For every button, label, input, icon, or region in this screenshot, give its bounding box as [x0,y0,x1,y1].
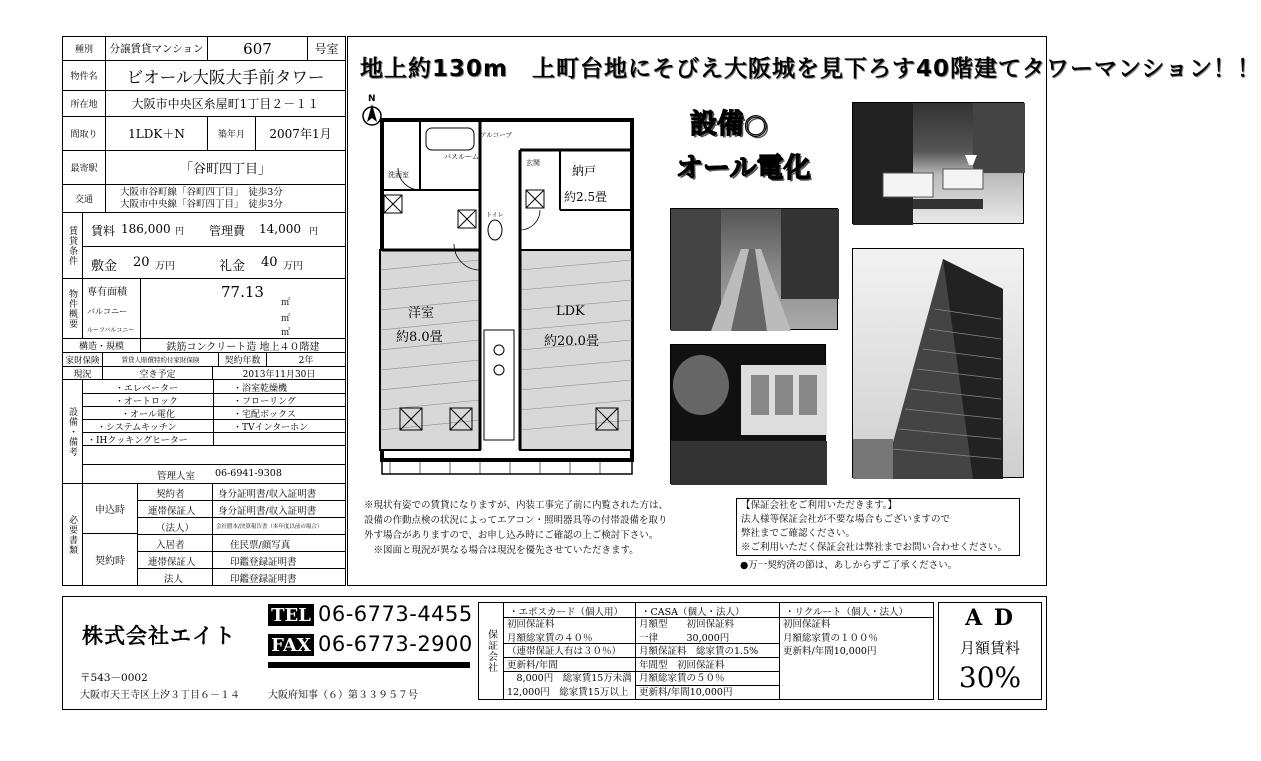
property-table [62,36,346,586]
deposit-value: 20 [133,255,150,270]
type-value: 分譲賃貸マンション [106,37,208,60]
doc-who-4: 連帯保証人 [148,557,196,568]
ad-title: A D [965,605,1015,631]
epos-line-2: （連帯保証人有は３０％） [507,646,622,657]
note-line-2: 外す場合がありますので、お申し込み時にご確認の上ご検討下さい。 [364,530,659,541]
facility-bath-dryer: ・浴室乾燥機 [233,384,288,394]
station-value: 「谷町四丁目」 [179,162,271,177]
insurance-value: 賃貸人賠償特約付家財保険 [103,353,219,366]
contract-time-label: 契約時 [83,534,138,585]
headline: 地上約130m 上町台地にそびえ大阪城を見下ろす40階建てタワーマンション！！ [360,56,1261,82]
epos-line-3: 更新料/年間 [507,659,558,671]
row-rent [63,213,345,279]
area-value: 77.13 [221,283,264,301]
row-station [63,151,345,185]
walkway-photo-drawing [671,209,839,331]
doc-what-2: 会社謄本/決算報告書（本年度以前の場合） [216,524,323,530]
guarantee-note-2: 弊社までご確認ください。 [741,528,856,539]
rent-yen: 円 [175,227,185,237]
doc-who-3: 入居者 [156,540,185,551]
recruit-line-2: 更新料/年間10,000円 [783,646,877,657]
ad-subtitle: 月額賃料 [959,639,1020,657]
casa-line-2: 月額保証料 総家賃の1.5% [639,646,759,657]
recruit-lines [783,618,878,659]
ad-box [938,602,1042,700]
casa-line-3: 年間型 初回保証料 [639,659,725,671]
floor-plan [360,90,660,480]
tel-badge: TEL [268,604,314,626]
epos-title: ・エポスカード（個人用） [509,607,624,618]
transit-lines [106,185,345,212]
epos-line-5: 12,000円 総家賃15万以上 [507,686,629,698]
doc-what-0: 身分証明書/収入証明書 [218,489,317,500]
built-value: 2007年1月 [269,127,332,141]
doc-who-0: 契約者 [156,489,185,500]
casa-line-1: 一律 30,000円 [639,632,730,644]
rent-value: 186,000 [121,222,171,236]
tower-photo-drawing [853,249,1025,479]
station-label: 最寄駅 [63,151,106,184]
casa-line-0: 月額型 初回保証料 [639,619,735,630]
row-status [63,367,345,380]
row-name [63,61,345,91]
western-room-size: 約8.0畳 [396,330,443,345]
north-label: N [368,94,376,104]
doc-who-1: 連帯保証人 [148,506,196,517]
storage-size: 約2.5畳 [564,190,608,204]
row-address [63,91,345,117]
casa-line-5: 更新料/年間10,000円 [639,686,733,698]
room-suffix: 号室 [314,42,339,56]
deposit-line [83,246,345,279]
row-transit [63,185,345,213]
layout-value: 1LDK＋N [106,117,208,150]
layout-label: 間取り [63,117,106,150]
mgmt-yen: 円 [309,227,319,237]
doc-what-5: 印鑑登録証明書 [230,574,297,585]
row-structure [63,339,345,353]
company-license: 大阪府知事（６）第３３９５７号 [268,690,418,701]
lobby-photo [852,102,1024,224]
manager-phone: 06-6941-9308 [215,468,282,479]
doc-what-4: 印鑑登録証明書 [230,557,297,568]
overview-section-label: 物件概要 [63,279,83,338]
facilities-section-label: 設備・備考 [63,380,83,483]
casa-lines [639,618,758,699]
structure-label: 構造・規模 [63,339,141,352]
key-money-unit: 万円 [283,261,303,272]
documents-section-label: 必要書類 [63,484,83,585]
deposit-label: 敷金 [91,259,118,274]
transit-label: 交通 [63,185,106,212]
property-name: ビオール大阪大手前タワー [126,67,325,87]
recruit-line-1: 月額総家賃の１００％ [783,632,879,644]
tower-photo [852,248,1024,478]
name-label: 物件名 [63,61,106,90]
balcony-unit: ㎡ [281,314,291,324]
transit-line-1: 大阪市谷町線「谷町四丁目」 徒歩3分 [120,186,283,198]
status-label: 現況 [63,367,103,379]
fax-number: 06-6773-2900 [318,632,473,656]
bathroom-label: バスルーム [444,153,479,161]
note-line-1: 設備の作動点検の状況によってエアコン・照明器具等の付帯設備を取り [364,515,668,526]
doc-what-1: 身分証明書/収入証明書 [218,506,317,517]
address-value: 大阪市中央区糸屋町1丁目２－１１ [131,97,320,111]
manager-label: 管理人室 [157,471,196,482]
structure-value: 鉄筋コンクリート造 地上４０階建 [166,342,320,353]
contract-years-value: 2年 [298,356,314,366]
roof-unit: ㎡ [281,328,291,338]
facility-elevator: ・エレベーター [115,384,179,394]
facility-delivery-box: ・宅配ボックス [233,410,296,420]
epos-line-0: 初回保証料 [507,619,555,630]
transit-line-2: 大阪市中央線「谷町四丁目」 徒歩3分 [120,198,283,210]
mgmt-value: 14,000 [259,222,301,236]
ad-value: 30% [958,661,1022,694]
overview-labels [83,279,141,338]
row-facilities [63,380,345,484]
epos-line-1: 月額総家賃の４０％ [507,632,593,644]
row-type [63,37,345,61]
fax-badge: FAX [268,634,314,656]
company-postal: 〒543－0002 [80,672,148,684]
guarantee-note-4: ●万一契約済の節は、あしからずご了承ください。 [740,560,958,571]
address-label: 所在地 [63,91,106,116]
facility-all-electric: ・オール電化 [121,410,175,420]
row-layout [63,117,345,151]
contract-years-label: 契約年数 [219,353,267,366]
entrance-label: 玄関 [526,159,540,167]
guarantee-table-label: 保証会社 [479,603,504,699]
rent-label: 賃料 [91,224,116,238]
area-unit: ㎡ [281,298,291,308]
storage-label: 納戸 [572,164,597,178]
status-date: 2013年11月30日 [242,369,316,380]
row-insurance [63,353,345,367]
epos-line-4: 8,000円 総家賃15万未満 [507,673,632,684]
guarantee-note-1: 法人様等保証会社が不要な場合もございますので [741,514,951,525]
doc-who-2: （法人） [156,523,195,534]
ldk-label: LDK [556,304,585,319]
deposit-unit: 万円 [155,261,175,272]
insurance-label: 家財保険 [63,353,103,366]
walkway-photo [670,208,838,330]
company-address: 大阪市天王寺区上汐３丁目６－１４ [80,690,240,701]
casa-line-4: 月額総家賃の５０％ [639,673,725,684]
key-money-label: 礼金 [219,259,246,274]
doc-who-5: 法人 [164,574,184,585]
key-money-value: 40 [261,255,278,270]
night-photo [670,344,826,484]
roof-balcony-label: ルーフバルコニー [87,327,135,334]
row-overview [63,279,345,339]
facilities-grid [83,380,345,484]
guarantee-table [478,602,934,700]
rent-line [83,213,345,247]
western-room-label: 洋室 [408,306,435,321]
built-label: 築年月 [208,117,256,150]
row-documents [63,484,345,585]
guarantee-notice [736,498,1020,556]
floor-plan-drawing [360,90,660,480]
tel-number: 06-6773-4455 [318,602,473,626]
casa-title: ・CASA（個人・法人） [641,607,745,618]
guarantee-note-0: 【保証会社をご利用いただきます。】 [741,500,897,511]
documents-grid [138,484,345,585]
doc-what-3: 住民票/顔写真 [230,540,291,551]
room-number: 607 [208,37,308,60]
alcove-label: アルコーブ [480,131,512,139]
recruit-title: ・リクルート（個人・法人） [785,607,909,618]
wash-label: 洗面室 [388,171,409,179]
note-line-0: ※現状有姿での賃貸になりますが、内装工事完了前に内覧された方は、 [364,500,669,511]
area-label: 専有面積 [87,287,127,298]
contact-underline [268,662,470,668]
promo-all-electric: オール電化 [676,153,811,184]
company-name: 株式会社エイト [82,624,236,648]
type-label: 種別 [63,37,106,60]
apply-time-label: 申込時 [83,484,138,534]
rent-section-label: 賃貸条件 [63,213,83,278]
notes [364,498,668,558]
mgmt-label: 管理費 [209,224,246,238]
promo-equipment: 設備○ [690,109,768,140]
facility-tv-intercom: ・TVインターホン [233,423,309,433]
recruit-line-0: 初回保証料 [783,619,831,630]
epos-lines [507,618,632,699]
facility-system-kitchen: ・システムキッチン [97,423,177,433]
status-value: 空き予定 [103,367,213,379]
night-photo-drawing [671,345,827,485]
facility-autolock: ・オートロック [115,397,178,407]
guarantee-note-3: ※ご利用いただく保証会社は弊社までお問い合わせください。 [741,542,1008,553]
facility-ih-heater: ・IHクッキングヒーター [87,436,188,446]
balcony-label: バルコニー [87,307,127,316]
lobby-photo-drawing [853,103,1025,225]
facility-flooring: ・フローリング [233,397,296,407]
ldk-size: 約20.0畳 [544,334,599,349]
note-line-3: ※図面と現況が異なる場合は現況を優先させていただきます。 [364,545,639,556]
toilet-label: トイレ [486,212,504,219]
